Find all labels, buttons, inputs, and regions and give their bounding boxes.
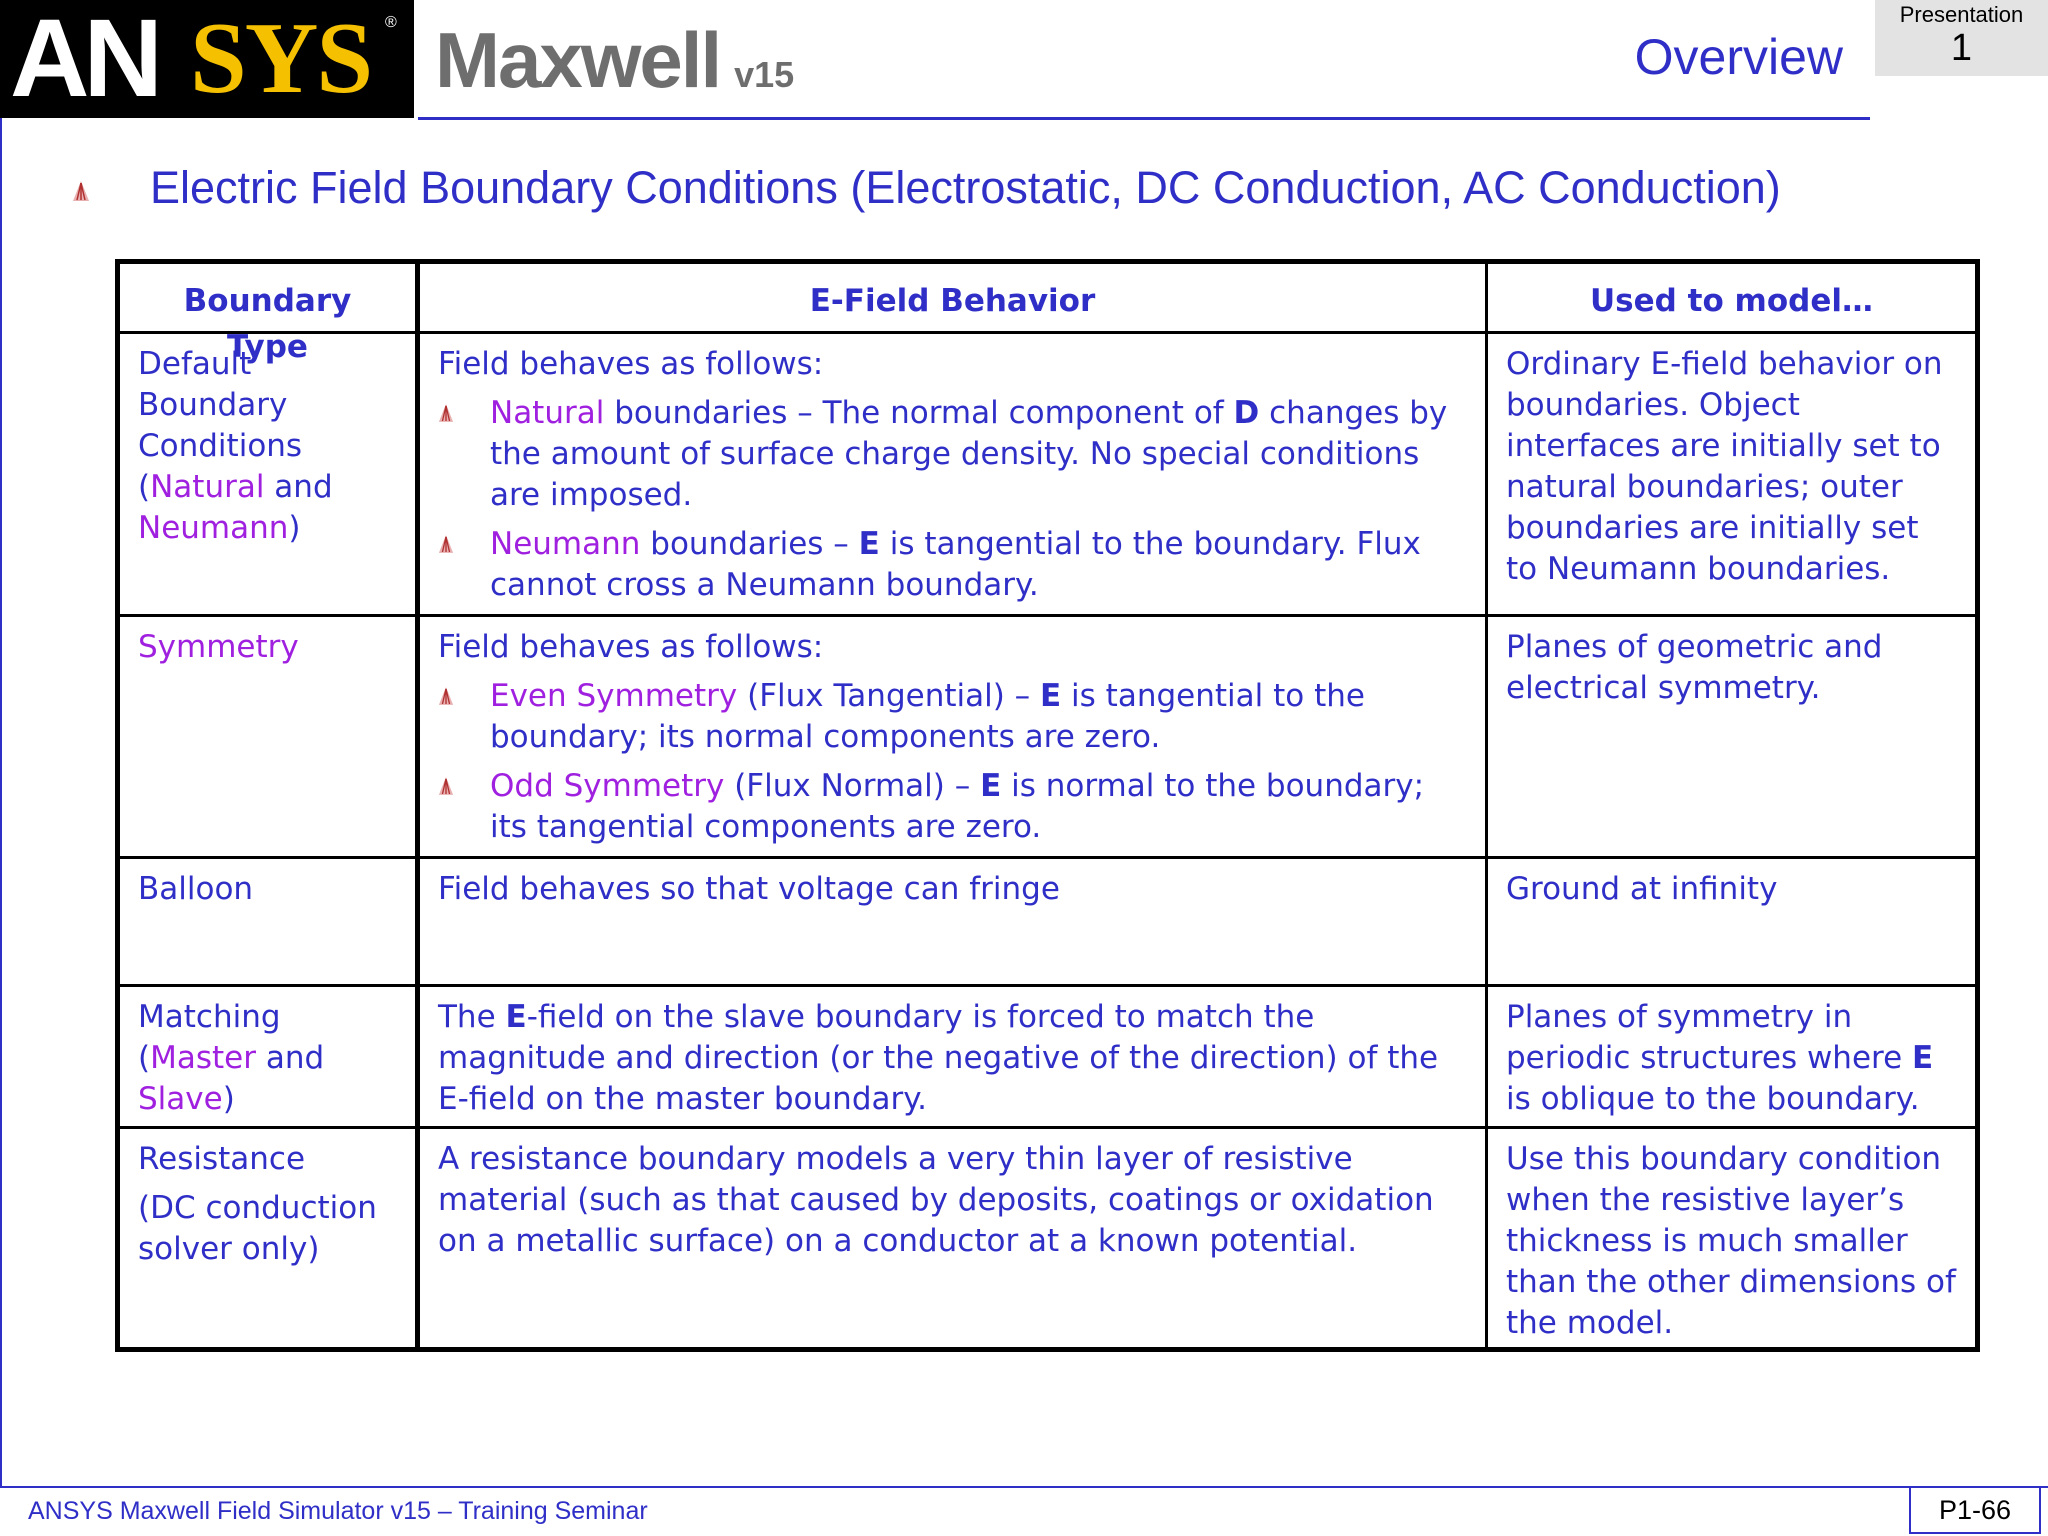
bullet-text: boundaries – (640, 526, 859, 562)
logo-text-white: AN (10, 0, 157, 118)
presentation-number: 1 (1950, 27, 1973, 69)
type-close-paren: ) (222, 1081, 235, 1117)
table-row-matching (120, 984, 1975, 1126)
term-neumann: Neumann (490, 526, 641, 562)
type-master-term: Master (150, 1040, 256, 1076)
presentation-badge (1875, 0, 2048, 76)
table-row-resistance (120, 1126, 1975, 1347)
left-margin-line (0, 118, 2, 1488)
triangle-bullet-icon (438, 776, 454, 796)
ansys-logo (0, 0, 414, 118)
term-odd-symmetry: Odd Symmetry (490, 768, 725, 804)
symbol-e: E (1912, 1040, 1934, 1076)
symbol-d: D (1233, 395, 1260, 431)
model-text: Planes of symmetry in periodic structures where (1506, 999, 1913, 1076)
behavior-text: The (438, 999, 506, 1035)
header-boundary-type: Boundary Type (120, 264, 420, 331)
bullet-text: is normal to the boundary; its tangential components are zero. (490, 768, 1425, 845)
list-item (438, 676, 1467, 758)
section-title: Overview (1634, 29, 1843, 85)
cell-model-matching (1488, 987, 1975, 1126)
cell-type-resistance (120, 1129, 420, 1347)
cell-type-default (120, 334, 420, 614)
logo-registered-mark: ® (385, 14, 397, 31)
bullet-text: is tangential to the boundary; its normal components are zero. (490, 678, 1365, 755)
triangle-bullet-icon (438, 534, 454, 554)
type-resistance-note: (DC conduction solver only) (138, 1190, 377, 1267)
slide-title: Electric Field Boundary Conditions (Electrostatic, DC Conduction, AC Conduction) (150, 162, 1781, 213)
table-row-default (120, 331, 1975, 614)
type-natural-term: Natural (150, 469, 265, 505)
product-version: v15 (734, 54, 795, 95)
triangle-bullet-icon (438, 686, 454, 706)
header-divider (418, 117, 1870, 120)
list-item (438, 766, 1467, 848)
cell-behavior-resistance: A resistance boundary models a very thin layer of resistive material (such as that caused by deposits, coatings or oxidation on a metallic surface) on a conductor at a known potential. (420, 1129, 1488, 1347)
boundary-conditions-table (115, 259, 1980, 1352)
type-default-text: Default Boundary Conditions ( (138, 346, 303, 505)
cell-type-balloon: Balloon (120, 859, 420, 984)
type-and-text: and (264, 469, 333, 505)
symbol-e: E (1040, 678, 1062, 714)
product-name: Maxwell (435, 16, 721, 104)
logo-text-yellow: SYS (190, 2, 372, 115)
behavior-intro: Field behaves as follows: (438, 629, 824, 665)
type-resistance: Resistance (138, 1141, 306, 1177)
page-number: P1-66 (1909, 1486, 2041, 1534)
symbol-e: E (858, 526, 880, 562)
header-used-to-model: Used to model… (1590, 283, 1873, 319)
triangle-bullet-icon (438, 403, 454, 423)
behavior-intro: Field behaves as follows: (438, 346, 824, 382)
model-text: is oblique to the boundary. (1506, 1081, 1920, 1117)
bullet-text: changes by the amount of surface charge density. No special conditions are imposed. (490, 395, 1448, 513)
table-row-balloon (120, 856, 1975, 984)
term-even-symmetry: Even Symmetry (490, 678, 738, 714)
header-efield-behavior: E-Field Behavior (420, 264, 1488, 331)
cell-type-matching (120, 987, 420, 1126)
list-item (438, 524, 1467, 606)
cell-model-resistance: Use this boundary condition when the resistive layer’s thickness is much smaller than the other dimensions of the model. (1506, 1141, 1956, 1341)
cell-behavior-symmetry (420, 617, 1488, 856)
cell-behavior-balloon: Field behaves so that voltage can fringe (420, 859, 1488, 984)
cell-model-symmetry: Planes of geometric and electrical symmetry. (1506, 629, 1883, 706)
bullet-text: boundaries – The normal component of (604, 395, 1234, 431)
presentation-label: Presentation (1899, 2, 2024, 27)
footer-divider (0, 1486, 2048, 1488)
cell-model-balloon: Ground at infinity (1506, 871, 1778, 907)
slide-title-row (72, 160, 1781, 213)
term-natural: Natural (490, 395, 605, 431)
bullet-text: (Flux Normal) – (724, 768, 981, 804)
type-neumann-term: Neumann (138, 510, 289, 546)
type-close-paren: ) (288, 510, 301, 546)
behavior-text: -field on the slave boundary is forced to match the magnitude and direction (or the negative of the direction) of the E-field on the master boundary. (438, 999, 1439, 1117)
type-matching-text: Matching ( (138, 999, 281, 1076)
symbol-e: E (505, 999, 527, 1035)
triangle-bullet-icon (72, 180, 90, 202)
bullet-text: is tangential to the boundary. Flux cannot cross a Neumann boundary. (490, 526, 1421, 603)
product-title (435, 10, 794, 110)
table-row-symmetry (120, 614, 1975, 856)
bullet-text: (Flux Tangential) – (737, 678, 1041, 714)
symbol-e: E (980, 768, 1002, 804)
type-and-text: and (255, 1040, 325, 1076)
type-slave-term: Slave (138, 1081, 223, 1117)
footer-text: ANSYS Maxwell Field Simulator v15 – Training Seminar (28, 1497, 648, 1525)
cell-type-symmetry: Symmetry (120, 617, 420, 856)
cell-behavior-matching (420, 987, 1488, 1126)
cell-model-default: Ordinary E-field behavior on boundaries. Object interfaces are initially set to natural boundaries; outer boundaries are initially set to Neumann boundaries. (1506, 346, 1943, 587)
cell-behavior-default (420, 334, 1488, 614)
list-item (438, 393, 1467, 516)
